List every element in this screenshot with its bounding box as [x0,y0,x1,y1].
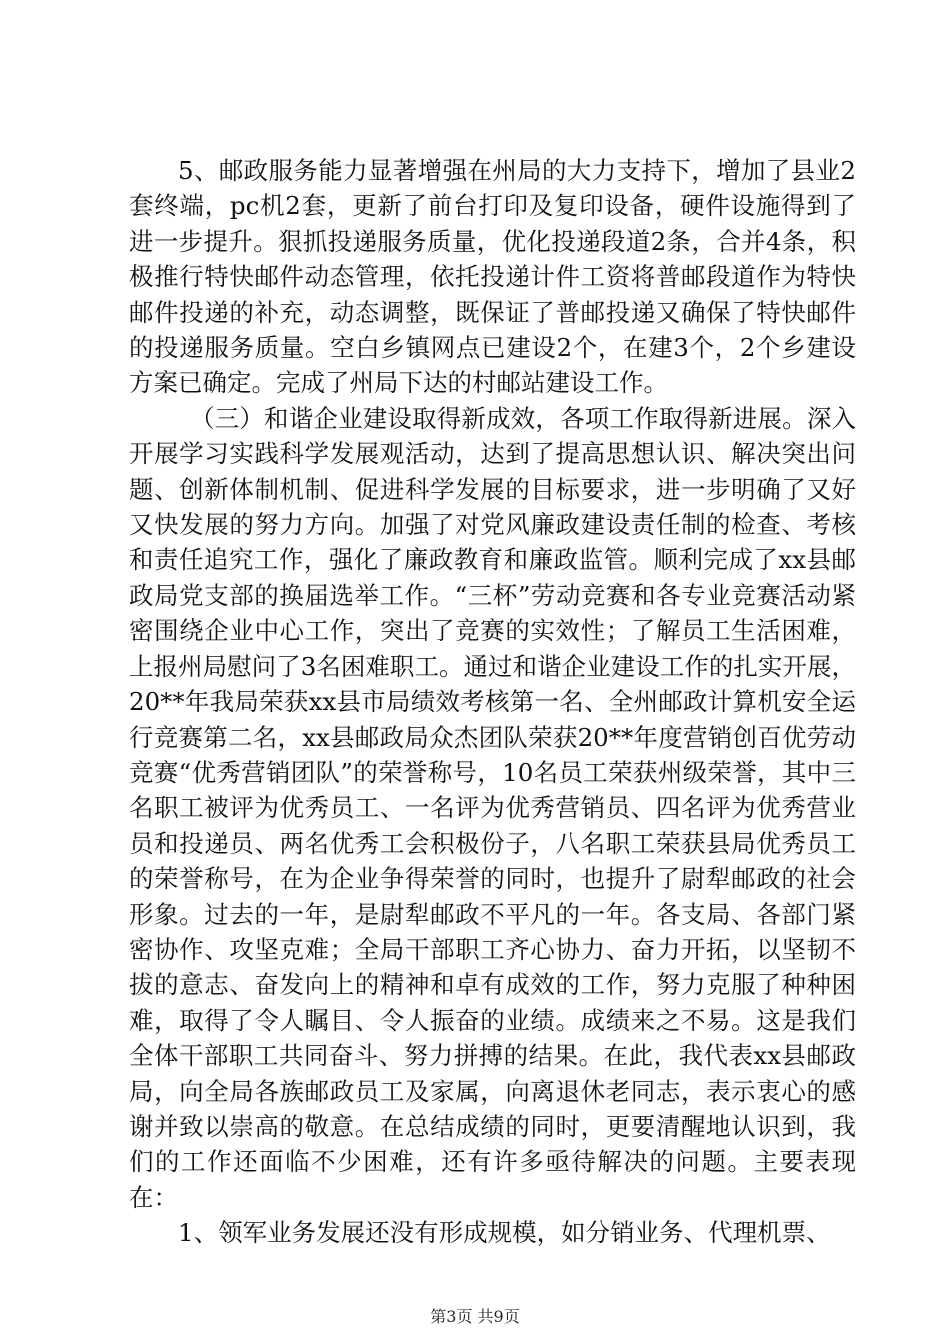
document-body [129,153,856,1251]
page-number-footer: 第3页 共9页 [430,1307,520,1326]
paragraph-postal-service: 5、邮政服务能力显著增强在州局的大力支持下，增加了县业2套终端，pc机2套，更新了前台打印及复印设备，硬件设施得到了进一步提升。狠抓投递服务质量，优化投递段道2条，合并4条，积极推行特快邮件动态管理，依托投递计件工资将普邮段道作为特快邮件投递的补充，动态调整，既保证了普邮投递又确保了特快邮件的投递服务质量。空白乡镇网点已建设2个，在建3个，2个乡建设方案已确定。完成了州局下达的村邮站建设工作。 [129,156,856,398]
paragraph-leading-business: 1、领军业务发展还没有形成规模，如分销业务、代理机票、 [178,1218,831,1248]
paragraph-harmonious-enterprise: （三）和谐企业建设取得新成效，各项工作取得新进展。深入开展学习实践科学发展观活动，达到了提高思想认识、解决突出问题、创新体制机制、促进科学发展的目标要求，进一步明确了又好又快发展的努力方向。加强了对党风廉政建设责任制的检查、考核和责任追究工作，强化了廉政教育和廉政监管。顺利完成了xx县邮政局党支部的换届选举工作。“三杯”劳动竞赛和各专业竞赛活动紧密围绕企业中心工作，突出了竞赛的实效性；了解员工生活困难，上报州局慰问了3名困难职工。通过和谐企业建设工作的扎实开展，20**年我局荣获xx县市局绩效考核第一名、全州邮政计算机安全运行竞赛第二名，xx县邮政局众杰团队荣获20**年度营销创百优劳动竞赛“优秀营销团队”的荣誉称号，10名员工荣获州级荣誉，其中三名职工被评为优秀员工、一名评为优秀营销员、四名评为优秀营业员和投递员、两名优秀工会积极份子，八名职工荣获县局优秀员工的荣誉称号，在为企业争得荣誉的同时，也提升了尉犁邮政的社会形象。过去的一年，是尉犁邮政不平凡的一年。各支局、各部门紧密协作、攻坚克难；全局干部职工齐心协力、奋力开拓，以坚韧不拔的意志、奋发向上的精神和卓有成效的工作，努力克服了种种困难，取得了令人瞩目、令人振奋的业绩。成绩来之不易。这是我们全体干部职工共同奋斗、努力拼搏的结果。在此，我代表xx县邮政局，向全局各族邮政员工及家属，向离退休老同志，表示衷心的感谢并致以崇高的敬意。在总结成绩的同时，更要清醒地认识到，我们的工作还面临不少困难，还有许多亟待解决的问题。主要表现在： [129,403,856,1212]
